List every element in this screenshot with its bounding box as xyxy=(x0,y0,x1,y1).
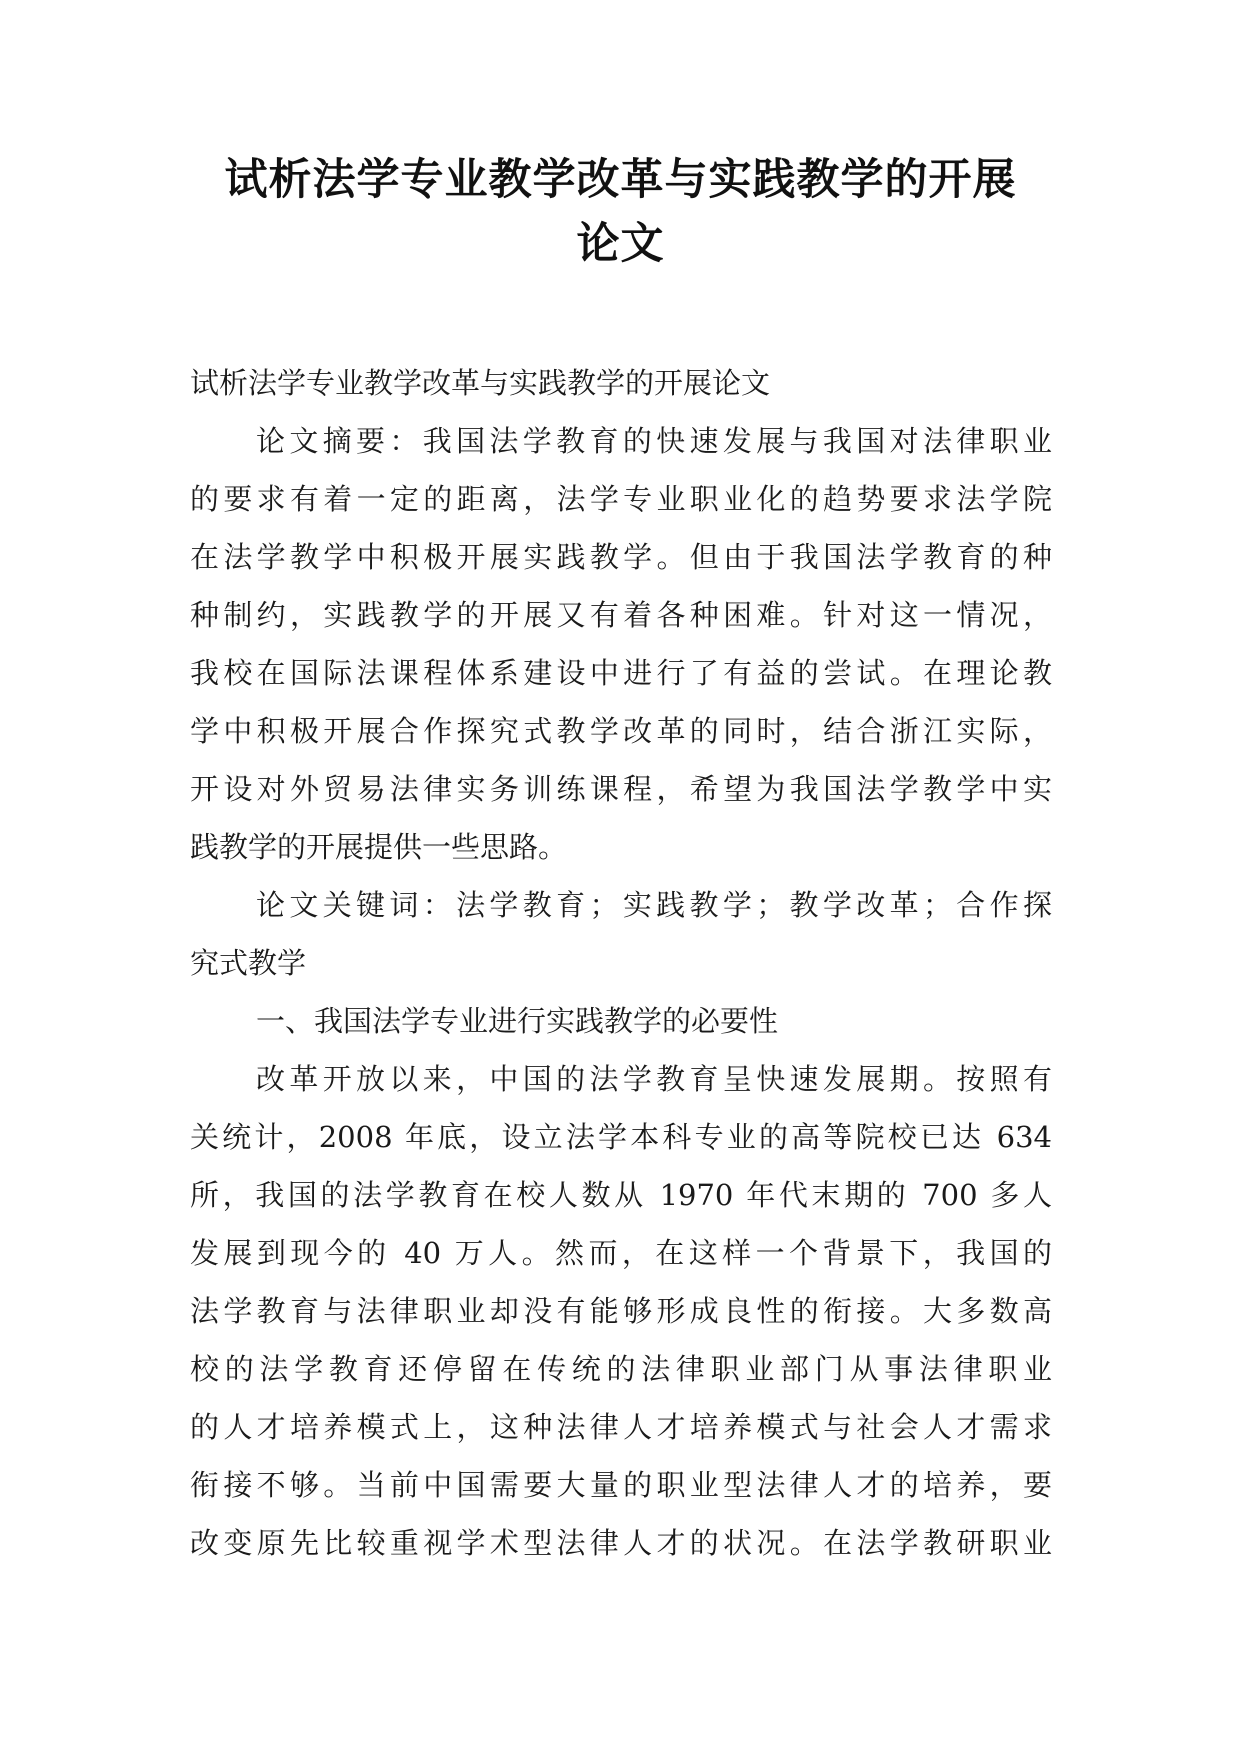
document-body xyxy=(190,354,1052,1572)
paragraph-line: 衔接不够。当前中国需要大量的职业型法律人才的培养，要 xyxy=(190,1468,1052,1502)
paragraph-line: 法学教育与法律职业却没有能够形成良性的衔接。大多数高 xyxy=(190,1294,1052,1328)
paragraph-line: 校的法学教育还停留在传统的法律职业部门从事法律职业 xyxy=(190,1352,1052,1386)
paragraph-line: 在法学教学中积极开展实践教学。但由于我国法学教育的种 xyxy=(190,540,1052,574)
paragraph-line: 种制约，实践教学的开展又有着各种困难。针对这一情况， xyxy=(190,598,1052,632)
paragraph-line: 一、我国法学专业进行实践教学的必要性 xyxy=(256,1004,779,1038)
paragraph-line: 的人才培养模式上，这种法律人才培养模式与社会人才需求 xyxy=(190,1410,1052,1444)
paragraph-line: 我校在国际法课程体系建设中进行了有益的尝试。在理论教 xyxy=(190,656,1052,690)
title-line: 试析法学专业教学改革与实践教学的开展 xyxy=(224,155,1017,205)
paragraph-line: 发展到现今的 40 万人。然而，在这样一个背景下，我国的 xyxy=(190,1236,1052,1270)
document-title xyxy=(150,148,1091,276)
paragraph-line: 开设对外贸易法律实务训练课程，希望为我国法学教学中实 xyxy=(190,772,1052,806)
paragraph-line: 论文摘要：我国法学教育的快速发展与我国对法律职业 xyxy=(256,424,1052,458)
paragraph-line: 的要求有着一定的距离，法学专业职业化的趋势要求法学院 xyxy=(190,482,1052,516)
paragraph-line: 践教学的开展提供一些思路。 xyxy=(190,830,568,864)
paragraph-line: 改革开放以来，中国的法学教育呈快速发展期。按照有 xyxy=(256,1062,1052,1096)
paragraph-line: 试析法学专业教学改革与实践教学的开展论文 xyxy=(190,366,771,400)
title-line: 论文 xyxy=(576,219,665,269)
paragraph-line: 改变原先比较重视学术型法律人才的状况。在法学教研职业 xyxy=(190,1526,1052,1560)
paragraph-line: 关统计，2008 年底，设立法学本科专业的高等院校已达 634 xyxy=(190,1120,1052,1154)
paragraph-line: 论文关键词：法学教育；实践教学；教学改革；合作探 xyxy=(256,888,1052,922)
paragraph-line: 究式教学 xyxy=(190,946,307,980)
paragraph-line: 所，我国的法学教育在校人数从 1970 年代末期的 700 多人 xyxy=(190,1178,1052,1212)
paragraph-line: 学中积极开展合作探究式教学改革的同时，结合浙江实际， xyxy=(190,714,1052,748)
